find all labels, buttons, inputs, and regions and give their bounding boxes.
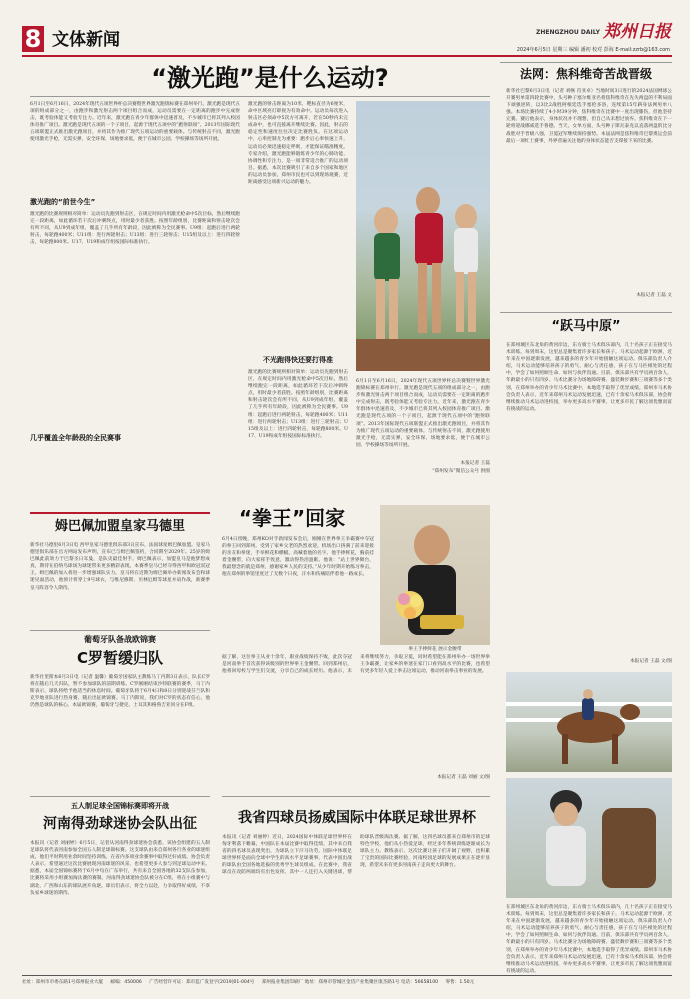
mbappe-headline: 姆巴佩加盟皇家马德里	[54, 519, 185, 534]
footer-address: 社址：郑州市市委东路1号郑州报业大厦	[22, 980, 104, 985]
feature-text-b: 激光跑的比赛规则相对简单：运动员先跑到射击区，在规定时间内用激光枪命中5次目标，然后继续跑完一段距离，如此循环若干次后冲刺终点，用时最少者获胜。按照年龄组别，比赛距离和射击轮次会有所不同，从U9到成年组，覆盖了几乎所有年龄段，因此被称为全民赛事。U9组：起跑后进行两轮射击，每轮跑400米；U11组：进行两轮射击；U13组：进行三轮射击；U15组及以上：进行四轮射击，每轮跑800米。U17、U19和成年组按国际标准执行。	[30, 212, 240, 246]
footer-postcode: 邮编：450006	[110, 980, 142, 985]
horse-illustration	[506, 672, 672, 772]
footer	[22, 979, 672, 989]
law-author: 本报记者 王磊 文	[636, 293, 672, 298]
page-header	[0, 0, 690, 60]
boxer-text-b: 据了解，这位拳王从业十余年，职业战绩保持不败，此次夺冠是河南拳手首次获得该级别的世界拳王金腰带。回到郑州后，他将回母校与学生们交流，分享自己的成长经历。他表示，未来将继续努力，争取卫冕，同时希望能在郑州举办一场世界拳王争霸赛，让家乡的拳迷在家门口看到高水平的比赛，也希望有更多年轻人爱上拳击这项运动，推动河南拳击事业的发展。	[222, 655, 490, 675]
feature-subhead-3: 不光跑得快还要打得准	[263, 356, 333, 364]
boxer-photo	[380, 505, 490, 645]
worldcup-rule	[222, 796, 490, 797]
leap-text-lower: 在郑州城区东北角的黄河岸边，东方骑士马术俱乐部内，几十名孩子正在接受马术训练。每到周末，这里总是聚集着许多家长和孩子。马术运动起源于欧洲，近年来在中国逐渐发展，越来越多的青少年开始接触这项运动。俱乐部负责人介绍，马术运动能够培养孩子的勇气、耐心与责任感，孩子在与马匹相处的过程中，学会了如何照顾生命、如何与伙伴沟通。目前，俱乐部共有学员两百余人，年龄最小的只有四岁。马术比赛分为场地障碍赛、盛装舞步赛和三项赛等多个类别，在郑州举办的青少年马术比赛中，本地选手取得了优异成绩。郑州市马术协会负责人表示，近年来郑州马术运动发展迅速，已有十余家马术俱乐部，协会将继续推动马术运动进校园，举办更多高水平赛事，让更多市民了解这项优雅而富有挑战的运动。	[506, 905, 672, 974]
feature-rule	[30, 96, 490, 97]
feature-subhead-1: 激光跑的“前世今生”	[30, 198, 96, 206]
header-rule	[22, 55, 672, 57]
boxer-author: 本报记者 王磊 刘丽 文/图	[437, 775, 490, 780]
leap-rule	[500, 312, 672, 313]
leap-headline: “跃马中原”	[551, 319, 621, 334]
law-rule	[500, 62, 672, 63]
feature-left-columns	[30, 101, 240, 461]
feature-author: 本报记者 王磊	[460, 461, 490, 466]
boxer-text-a: 6月4日傍晚，郑州KO对手新闻发布会后，刚刚在世界拳王争霸赛中夺冠的拳王回到郑州，受到了家乡父老的热烈欢迎。机场出口挤满了前来迎接的亲友和拳迷，手举鲜花和横幅，高喊着他的名字。他手捧鲜花，胸前挂着金腰带，向大家挥手致意，激动得热泪盈眶。他说：“站上世界舞台，我最想念的就是郑州，感谢家乡人民的支持。”从少年时期开始练习拳击，他在郑州的拳馆里度过了无数个日夜，汗水和伤痛陪伴着他一路成长。	[222, 537, 374, 578]
runners-illustration	[356, 101, 490, 371]
feature-credit: “郑州发布”微信公众号 供图	[432, 469, 490, 474]
footer-license: 广告经营许可证：郑市监广发登字[2019]01-004号	[149, 980, 255, 985]
leap-photo-rider	[506, 778, 672, 898]
feature-subhead-2: 几乎覆盖全年龄段的全民赛事	[30, 434, 121, 442]
boxer-illustration	[380, 505, 490, 645]
feature-text-c-cont: 激光跑的比赛规则相对简单：运动员先跑到射击区，在规定时间内用激光枪命中5次目标，然后继续跑完一段距离，如此循环若干次后冲刺终点，用时最少者获胜。按照年龄组别，比赛距离和射击轮次会有所不同，从U9到成年组，覆盖了几乎所有年龄段，因此被称为全民赛事。U9组：起跑后进行两轮射击，每轮跑400米；U11组：进行两轮射击；U13组：进行三轮射击；U15组及以上：进行四轮射击，每轮跑800米。U17、U19和成年组按国际标准执行。	[248, 370, 348, 439]
boxer-headline: “拳王”回家	[238, 506, 346, 530]
henan-rule	[30, 796, 210, 797]
henan-kicker: 五人制足球全国锦标赛即将开战	[71, 802, 169, 810]
henan-text: 本报讯（记者 刘丽婷）6月5日，记者从河南得劲球迷协会获悉，该协会组建的五人制足球队将代表河南参加全国五人制足球锦标赛。这支球队由来自郑州各行各业的球迷组成，他们平时利用业余时间坚持训练，在省内多项业余赛事中取得过好成绩。协会负责人表示，希望通过这次比赛展现河南球迷的风采，也希望更多人参与到足球运动中来。据悉，本届全国锦标赛将于6月中旬在广东举行，共有来自全国各地的32支队伍参加，比赛将采用小组赛加淘汰赛的赛制。河南得劲球迷协会队被分在C组，将在小组赛中与湖北、广西和山东的球队展开角逐。球员们表示，将全力以赴，力争取得好成绩，不辜负家乡球迷的期待。	[30, 841, 210, 896]
leap-author: 本报记者 王磊 文/图	[629, 659, 672, 664]
dateline: 2024年6月5日 星期三 编辑 潘初 校对 彭海 E-mail:zzrb@163.com	[516, 47, 670, 53]
leap-text: 在郑州城区东北角的黄河岸边，东方骑士马术俱乐部内，几十名孩子正在接受马术训练。每到周末，这里总是聚集着许多家长和孩子。马术运动起源于欧洲，近年来在中国逐渐发展，越来越多的青少年开始接触这项运动。俱乐部负责人介绍，马术运动能够培养孩子的勇气、耐心与责任感，孩子在与马匹相处的过程中，学会了如何照顾生命、如何与伙伴沟通。目前，俱乐部共有学员两百余人，年龄最小的只有四岁。马术比赛分为场地障碍赛、盛装舞步赛和三项赛等多个类别，在郑州举办的青少年马术比赛中，本地选手取得了优异成绩。郑州市马术协会负责人表示，近年来郑州马术运动发展迅速，已有十余家马术俱乐部，协会将继续推动马术运动进校园，举办更多高水平赛事，让更多市民了解这项优雅而富有挑战的运动。	[506, 343, 672, 412]
rider-illustration	[506, 778, 672, 898]
worldcup-headline: 我省四球员扬威国际中体联足球世界杯	[238, 810, 476, 826]
feature-photo-runners	[356, 101, 490, 371]
footer-price: 零售：1.50元	[445, 980, 475, 985]
feature-text-c: 激光跑的射击距离为10米，靶标直径为6厘米，命中区域亮灯即视为有效命中。运动员每次进入射击区必须命中5次方可离开，若在50秒内未完成命中，也可直接离开继续比赛。因此，射击的稳定性和速度往往决定比赛胜负。在这项运动中，心率控制尤为重要：跑步后心率快速上升，运动员必须迅速稳定呼吸，才能保证瞄准精度。专家介绍，激光跑能够锻炼青少年的心肺功能、协调性和专注力，是一项非常适合推广的运动项目。据悉，本次比赛吸引了来自多个国家和地区的运动员参加，郑州市民也可以到现场观赛，近距离感受这项新兴运动的魅力。	[248, 102, 348, 186]
feature-lower-text: 6月1日至6月16日，2024年现代五项世界杯总决赛暨世界激光跑锦标赛在郑州举行。激光跑是现代五项的组成部分之一，由跑步和激光射击两个项目组合而成，运动员需要在一定距离的跑步中完成射击，既考验体能又考验专注力。近年来，激光跑在青少年群体中迅速普及，不少城市已将其列入校园体育推广项目。激光跑是现代五项的一个子项目，起源于现代五项中的“跑射联项”。2013年国际现代五项联盟正式推出激光跑项目，并将其作为推广现代五项运动的重要载体。与传统射击不同，激光跑使用激光手枪，无需实弹，安全环保，场地要求低，便于在城市公园、学校操场等场所开展。	[356, 379, 490, 448]
paper-name-en: ZHENGZHOU DAILY	[536, 29, 600, 36]
mbappe-rule	[30, 512, 210, 514]
henan-headline: 河南得劲球迷协会队出征	[43, 816, 197, 832]
law-text: 新华社巴黎6月3日电（记者 刘畅 肖亚卓）当地时间3日进行的2024法国网球公开赛男单第四轮比赛中，头号种子塞尔维亚名将焦科维奇在先失两盘的不利局面下顽强逆转，以3比2战胜阿根廷选手塞伦多洛，连续第15年跻身法网男单八强。本场比赛持续了4小时39分钟，焦科维奇在比赛中一度出现膝伤，但他坚持完赛。赛后他表示，身体状况并不理想，但自己从未想过放弃。焦科维奇在下一轮将迎战挪威选手鲁德。当天，女单方面，头号种子斯瓦泰克以直落两盘的比分战胜对手晋级八强，卫冕冠军继续保持强势。本届法网是焦科维奇巴黎奥运会前最后一项红土赛事，外界普遍关注他的身体状态能否支撑接下来的比赛。	[506, 89, 672, 144]
portugal-rule	[30, 630, 210, 631]
footer-printer: 郑州报业集团印刷厂 地址：郑州市管城区金岱产业集聚区康杰路1号 电话：56658100	[261, 980, 439, 985]
worldcup-text: 本报讯（记者 刘丽婷）近日，2024国际中体联足球世界杯在匈牙利落下帷幕，中国队在本届比赛中取得佳绩，其中来自我省的四名球员表现突出，为球队立下汗马功劳。国际中体联足球世界杯是面向全球中学生的高水平足球赛事，代表中国出战的球队由全国各地选拔的优秀学生球员组成。在比赛中，我省球员在攻防两端均有出色发挥，其中一人还打入关键进球，帮助球队晋级淘汰赛。据了解，这四名球员都来自郑州市的足球特色学校，他们从小热爱足球，经过多年系统训练逐渐成长为球队主力。教练表示，这次比赛让孩子们开阔了视野，也积累了宝贵的国际比赛经验，河南校园足球的发展成果正在逐步显现，希望未来有更多河南孩子走向更大的舞台。	[222, 835, 490, 876]
portugal-kicker: 葡萄牙队备战欧锦赛	[84, 635, 156, 644]
feature-text-a: 6月1日至6月16日，2024年现代五项世界杯总决赛暨世界激光跑锦标赛在郑州举行。激光跑是现代五项的组成部分之一，由跑步和激光射击两个项目组合而成，运动员需要在一定距离的跑步中完成射击，既考验体能又考验专注力。近年来，激光跑在青少年群体中迅速普及，不少城市已将其列入校园体育推广项目。激光跑是现代五项的一个子项目，起源于现代五项中的“跑射联项”。2013年国际现代五项联盟正式推出激光跑项目，并将其作为推广现代五项运动的重要载体。与传统射击不同，激光跑使用激光手枪，无需实弹，安全环保，场地要求低，便于在城市公园、学校操场等场所开展。	[30, 102, 240, 143]
footer-rule	[22, 975, 672, 976]
page-number: 8	[24, 25, 42, 53]
portugal-text: 新华社里斯本6月3日电（记者 温馨）葡萄牙国家队主教练马丁内斯3日表示，队长C罗将在随后几天归队，暂不参加球队的前期训练。C罗刚刚结束沙特联赛的赛季，马丁内斯表示，球队将给予他适当的休息时间。葡萄牙队将于6月4日和8日分别迎战芬兰队和克罗地亚队进行热身赛，随后出征欧锦赛。马丁内斯说，我们对C罗的状态有信心，他仍然是球队的核心。本届欧锦赛，葡萄牙与捷克、土耳其和格鲁吉亚同分在F组。	[30, 675, 210, 709]
feature-headline: “激光跑”是什么运动?	[151, 64, 389, 92]
portugal-headline: C罗暂缓归队	[76, 649, 163, 667]
leap-photo-horse	[506, 672, 672, 772]
section-title: 文体新闻	[52, 30, 120, 50]
boxer-photo-caption: 拳王手捧鲜花 展示金腰带	[408, 647, 462, 652]
paper-logo: 郑州日报	[603, 22, 671, 42]
feature-middle-column	[248, 101, 348, 483]
law-headline: 法网：焦科维奇苦战晋级	[519, 67, 652, 81]
mbappe-text: 新华社马德里6月3日电 西甲皇家马德里俱乐部3日宣布，法国球星姆巴佩加盟。皇家马德里俱乐部在官方网站发布声明，宣布已与姆巴佩签约，合同期至2029年。25岁的姆巴佩此前效力于巴黎圣日耳曼，是队史最佳射手。姆巴佩表示，加盟皇马是他梦想成真，期待在伯纳乌球场为球迷带来更多精彩表现。本赛季皇马已经夺得西甲和欧冠双冠王，姆巴佩的加入将进一步增强球队实力。皇马将在近期为姆巴佩举办新闻发布会和球迷见面活动，他预计将穿上9号球衣，与维尼修斯、贝林厄姆等球星并肩作战，新赛季皇马阵容令人期待。	[30, 543, 210, 591]
